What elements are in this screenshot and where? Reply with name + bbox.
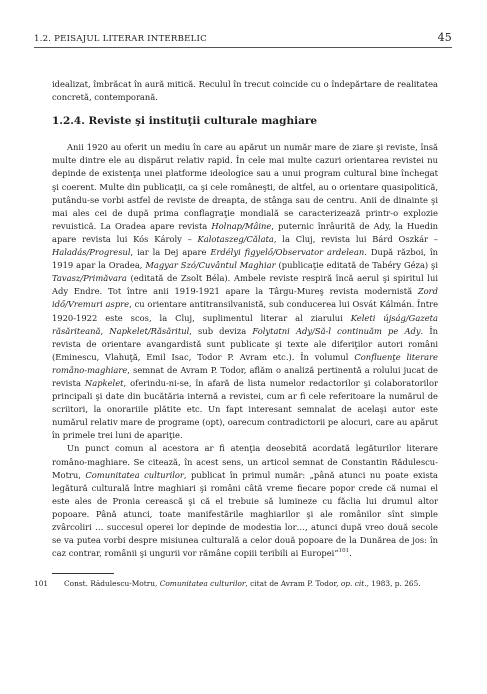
chapter-title: 1.2. PEISAJUL LITERAR INTERBELIC — [34, 34, 207, 44]
text-run: . În revista de orientare avangardistă sunt publicate şi texte ale diferiţilor autori români (Eminescu, Vlahuţă, Emil Isac, Todor P. Avram etc.). În volumul — [52, 325, 438, 362]
text-run: Un punct comun al acestora ar fi atenţia deosebită acordată legăturilor literare româno-maghiare. Se citează, în acest sens, un articol semnat de Constantin Rădulescu-Motru, — [52, 443, 438, 480]
text-run: , semnat de Avram P. Todor, aflăm o analiză pertinentă a rolului jucat de revista — [52, 364, 438, 388]
text-run: (publicaţie editată de Tabéry Géza) şi — [275, 260, 438, 271]
paragraph-continuation: idealizat, îmbrăcat în aură mitică. Reculul în trecut coincide cu o îndepărtare de realitatea concretă, contemporană. — [52, 79, 438, 103]
italic-title: Zord idő/Vremuri aspre — [52, 286, 438, 310]
text-run: , iar la Dej apare — [130, 247, 211, 258]
running-header — [34, 30, 452, 46]
text-run: , oferindu-ni-se, în afară de lista numelor redactorilor şi colaboratorilor principali şi date din bucătăria internă a revistei, cum ar fi cele referitoare la numărul de scriitori, la onorariile plătite etc. Un fapt interesant semnalat de acelaşi autor este numărul relativ mare de programe (opt), oarecum contradictorii pe alocuri, care au apărut în primele trei luni de apariţie. — [52, 377, 438, 441]
text-run: , citat de Avram P. Todor, — [245, 579, 341, 588]
text-run: , cu orientare antitransilvanistă, sub conducerea lui Osvát Kálmán. Între 1920-1922 este scos, la Cluj, suplimentul literar al ziarului — [52, 299, 439, 323]
footnote — [34, 579, 438, 589]
paragraph-1 — [52, 141, 438, 442]
header-rule — [34, 47, 452, 48]
italic-title: Holnap/Mâine — [211, 220, 272, 231]
italic-title: Folytatni Ady/Să-l continuăm pe Ady — [252, 325, 421, 336]
footnote-number: 101 — [34, 579, 49, 588]
footnote-text — [64, 579, 438, 589]
italic-title: Haladás/Progresul — [52, 247, 131, 258]
page-number: 45 — [437, 31, 452, 44]
section-heading: 1.2.4. Reviste şi instituţii culturale maghiare — [52, 115, 318, 128]
italic-title: Keleti újság/Gazeta răsăriteană — [52, 312, 438, 336]
text-run: , publicat în primul număr: „până atunci nu poate exista legătură culturală între maghiari şi români câtă vreme fiecare popor crede că numai el este ales de Pronia cerească şi că el trebuie să lumineze cu făclia lui drumul altor popoare. Până atunci, toate manifestările maghiarilor şi ale românilor sînt simple zvârcoliri … succesul operei lor depinde de modestia lor…, atunci după vreo două secole se va putea vorbi despre misiunea culturală a celor două popoare de la Dunărea de jos: în caz contrar, românii şi ungurii vor rămâne copiii teribili ai Europei” — [52, 469, 438, 559]
italic-title: Erdélyi figyelő/Observator ardelean — [210, 247, 365, 258]
text-run: Const. Rădulescu-Motru, — [64, 579, 160, 588]
italic-title: Confluenţe literare româno-maghiare — [52, 351, 438, 375]
text-run: . După război, în 1919 apar la Oradea, — [52, 247, 438, 271]
italic-title: Napkelet — [84, 377, 124, 388]
main-text — [52, 78, 438, 560]
text-run: , puternic înrâurită de Ady, la Huedin apare revista lui Kós Károly – — [52, 220, 438, 244]
footnote-rule — [52, 573, 114, 574]
paragraph-2 — [52, 442, 438, 560]
text-run: , sub deviza — [189, 325, 253, 336]
text-run: , — [100, 325, 110, 336]
italic-title: op. cit. — [340, 579, 367, 588]
text-run: , 1983, p. 265. — [366, 579, 421, 588]
italic-title: Kalotaszeg/Călata — [197, 233, 274, 244]
italic-title: Napkelet/Răsăritul — [109, 325, 190, 336]
italic-title: Tavasz/Primăvara — [52, 273, 127, 284]
text-run: Anii 1920 au oferit un mediu în care au apărut un număr mare de ziare şi reviste, însă multe dintre ele au dispărut relativ rapid. În cele mai multe cazuri orientarea revistei nu depinde de existenţa unei platforme ideologice sau a unui program cultural bine închegat şi coerent. Multe din publicaţii, ca şi cele româneşti, de altfel, au o orientare quasipolitică, putându-se vorbi astfel de reviste de dreapta, de stânga sau de centru. Anii de dinainte şi mai ales cei de după prima conflagraţie mondială se caracterizează printr-o explozie revuistică. La Oradea apare revista — [52, 142, 438, 231]
italic-title: Comunitatea culturilor — [159, 579, 246, 588]
text-run: , la Cluj, revista lui Bárd Oszkár – — [273, 233, 438, 244]
italic-title: Comunitatea culturilor — [85, 469, 184, 480]
italic-title: Magyar Szó/Cuvântul Maghiar — [145, 260, 276, 271]
text-run: . — [349, 548, 352, 559]
text-run: (editată de Zsolt Béla). Ambele reviste respiră încă aerul şi spiritul lui Ady Endre. Tot între anii 1919-1921 apare la Târgu-Mureş revista modernistă — [52, 273, 438, 297]
footnote-ref: 101 — [338, 548, 350, 555]
